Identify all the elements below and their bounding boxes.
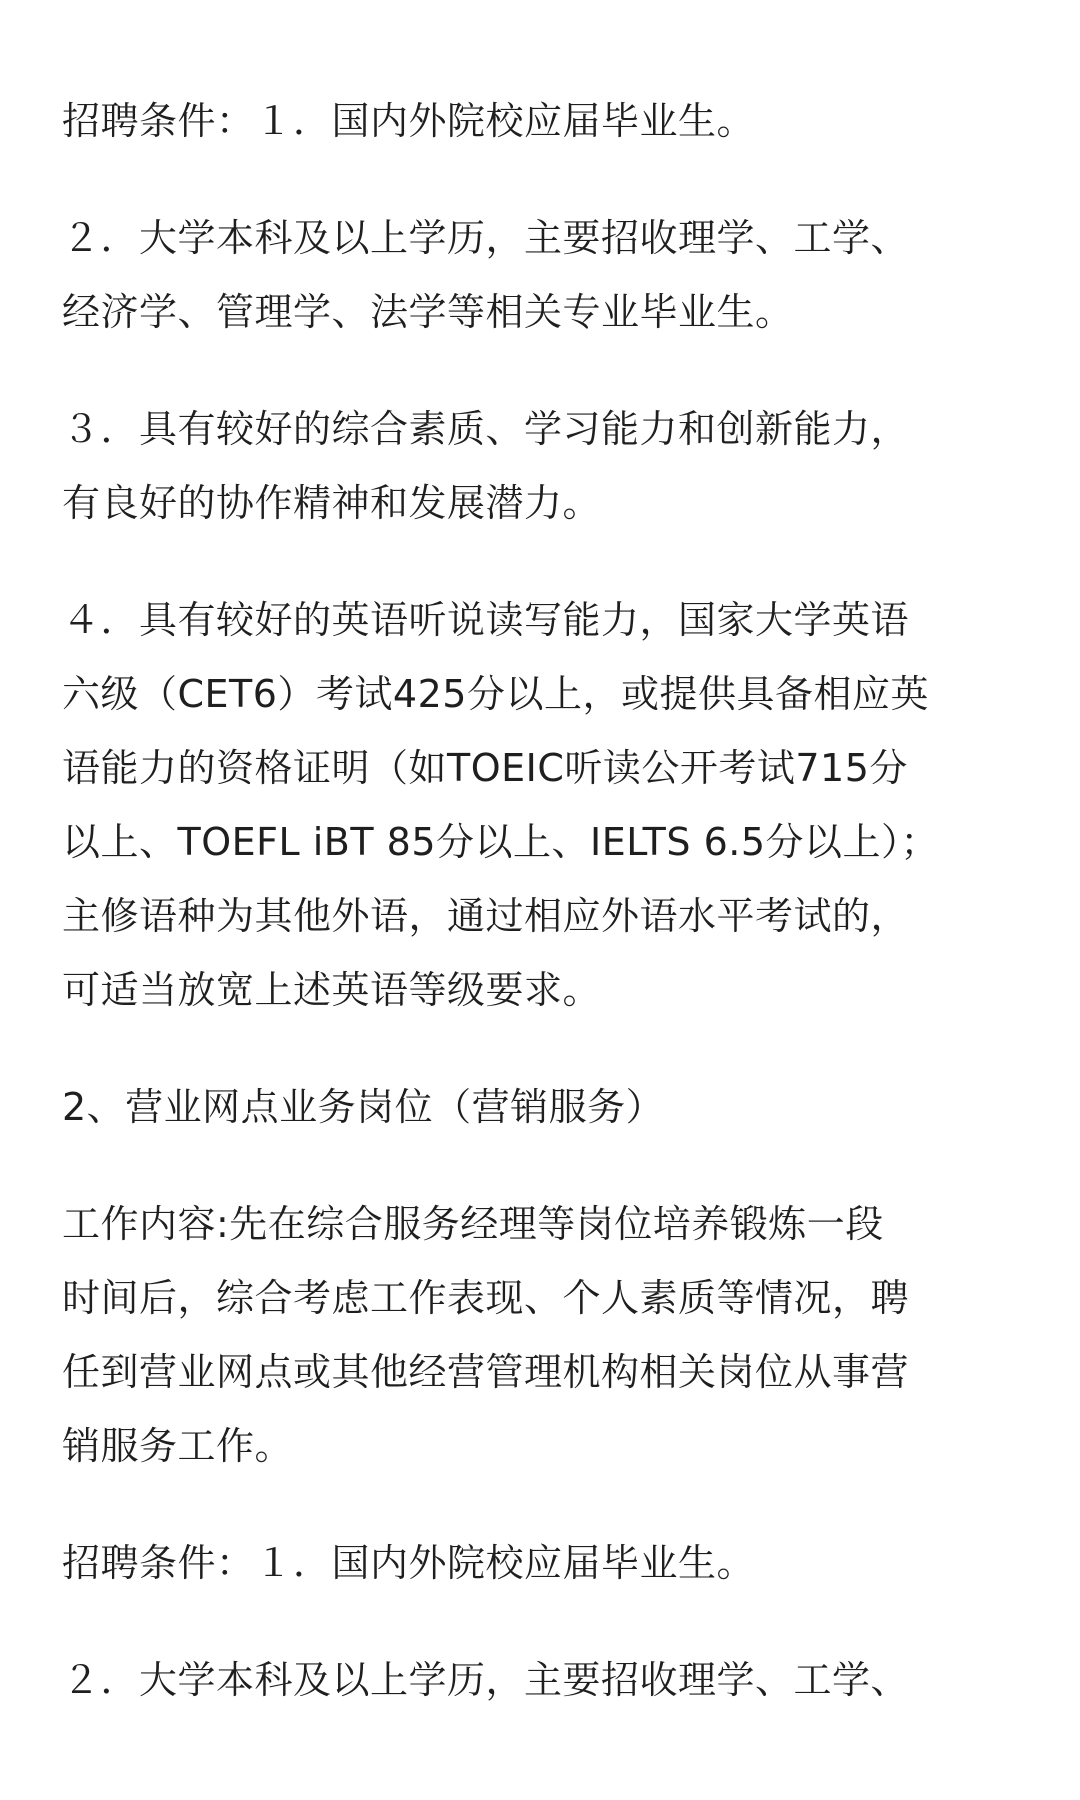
text-line: 2、营业网点业务岗位（营销服务） [62,1085,665,1129]
text-line: 语能力的资格证明（如TOEIC听读公开考试715分 [62,746,908,790]
paragraph-education-requirement [62,201,1022,349]
paragraph-recruitment-conditions-2 [62,1526,1022,1600]
text-line: ４．具有较好的英语听说读写能力，国家大学英语 [62,598,910,642]
text-line: 可适当放宽上述英语等级要求。 [62,968,602,1012]
text-line: 任到营业网点或其他经营管理机构相关岗位从事营 [62,1350,910,1394]
text-line: 招聘条件：１．国内外院校应届毕业生。 [62,1541,756,1585]
paragraph-recruitment-conditions-1 [62,84,1022,158]
paragraph-education-requirement-2 [62,1643,1022,1717]
text-line: 招聘条件：１．国内外院校应届毕业生。 [62,99,756,143]
text-line: ３．具有较好的综合素质、学习能力和创新能力， [62,407,910,451]
document-body [62,84,1022,1760]
text-line: ２．大学本科及以上学历，主要招收理学、工学、 [62,1658,910,1702]
section-heading-branch-business-post [62,1070,1022,1144]
text-line: 经济学、管理学、法学等相关专业毕业生。 [62,290,794,334]
text-line: 有良好的协作精神和发展潜力。 [62,481,602,525]
text-line: 主修语种为其他外语，通过相应外语水平考试的， [62,894,910,938]
text-line: 时间后，综合考虑工作表现、个人素质等情况，聘 [62,1276,910,1320]
paragraph-job-content [62,1187,1022,1483]
text-line: ２．大学本科及以上学历，主要招收理学、工学、 [62,216,910,260]
text-line: 以上、TOEFL iBT 85分以上、IELTS 6.5分以上）； [62,820,940,864]
paragraph-quality-requirement [62,392,1022,540]
text-line: 六级（CET6）考试425分以上，或提供具备相应英 [62,672,929,716]
text-line: 销服务工作。 [62,1424,294,1468]
text-line: 工作内容:先在综合服务经理等岗位培养锻炼一段 [62,1202,884,1246]
paragraph-english-requirement [62,583,1022,1027]
